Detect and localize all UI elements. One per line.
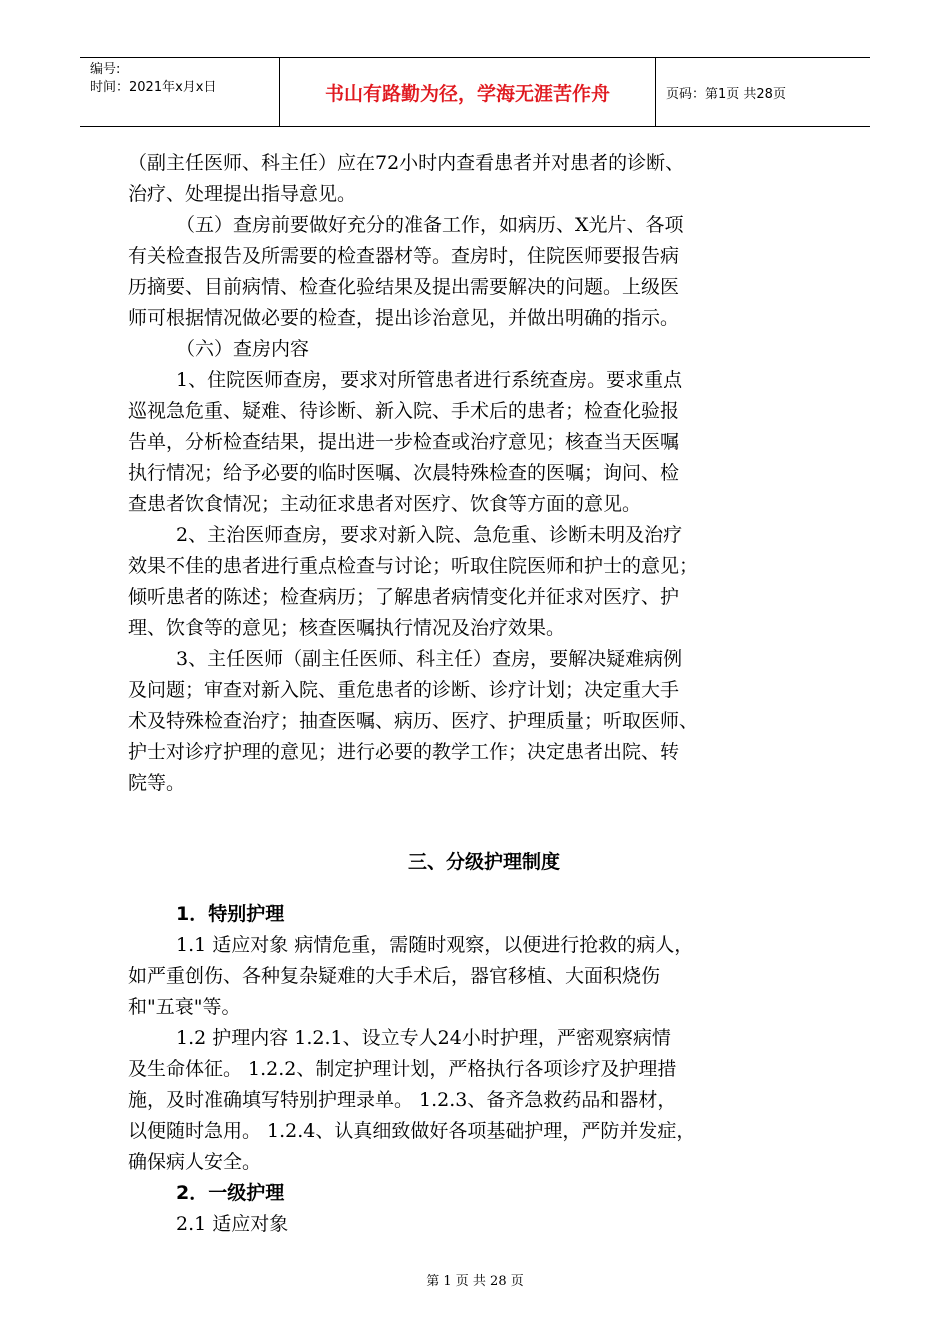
body-line: 效果不佳的患者进行重点检查与讨论；听取住院医师和护士的意见； [128, 555, 699, 577]
body-line: 执行情况；给予必要的临时医嘱、次晨特殊检查的医嘱；询问、检 [128, 462, 680, 484]
body-line: 告单，分析检查结果，提出进一步检查或治疗意见；核查当天医嘱 [128, 431, 680, 453]
body-line: 及生命体征。 1.2.2、制定护理计划，严格执行各项诊疗及护理措 [128, 1058, 677, 1080]
body-line: 师可根据情况做必要的检查，提出诊治意见，并做出明确的指示。 [128, 307, 680, 329]
body-line: 历摘要、目前病情、检查化验结果及提出需要解决的问题。上级医 [128, 276, 680, 298]
subsection-heading: 1．特别护理 [176, 903, 285, 925]
body-line: （五）查房前要做好充分的准备工作，如病历、X光片、各项 [176, 214, 684, 236]
document-body [128, 148, 840, 1240]
body-line: 治疗、处理提出指导意见。 [128, 183, 357, 205]
header-motto: 书山有路勤为径，学海无涯苦作舟 [280, 58, 656, 126]
header-page-info: 页码：第1页 共28页 [666, 86, 786, 102]
header-meta [80, 58, 280, 126]
body-line: 院等。 [128, 772, 186, 794]
number-label: 编号: [90, 62, 121, 77]
body-line: 和"五衰"等。 [128, 996, 241, 1018]
time-label: 时间：2021年x月x日 [90, 80, 217, 95]
subsection-heading: 2．一级护理 [176, 1182, 285, 1204]
body-line: 1.1 适应对象 病情危重，需随时观察，以便进行抢救的病人， [176, 934, 694, 956]
body-line: 以便随时急用。 1.2.4、认真细致做好各项基础护理，严防并发症， [128, 1120, 696, 1142]
body-line: 如严重创伤、各种复杂疑难的大手术后，器官移植、大面积烧伤 [128, 965, 661, 987]
section-spacer [128, 799, 840, 891]
body-line: 施，及时准确填写特别护理录单。 1.2.3、备齐急救药品和器材， [128, 1089, 677, 1111]
body-line: （六）查房内容 [176, 338, 310, 360]
section-title: 三、分级护理制度 [407, 851, 560, 873]
body-line: 术及特殊检查治疗；抽查医嘱、病历、医疗、护理质量；听取医师、 [128, 710, 699, 732]
body-line: 护士对诊疗护理的意见；进行必要的教学工作；决定患者出院、转 [128, 741, 680, 763]
page-header [80, 57, 870, 127]
body-line: 3、主任医师（副主任医师、科主任）查房，要解决疑难病例 [176, 648, 683, 670]
body-line: 2、主治医师查房，要求对新入院、急危重、诊断未明及治疗 [176, 524, 683, 546]
body-line: 确保病人安全。 [128, 1151, 262, 1173]
body-line: 查患者饮食情况；主动征求患者对医疗、饮食等方面的意见。 [128, 493, 642, 515]
body-line: 巡视急危重、疑难、待诊断、新入院、手术后的患者；检查化验报 [128, 400, 680, 422]
body-line: 1.2 护理内容 1.2.1、设立专人24小时护理，严密观察病情 [176, 1027, 671, 1049]
body-line: 2.1 适应对象 [176, 1213, 289, 1235]
body-line: 及问题；审查对新入院、重危患者的诊断、诊疗计划；决定重大手 [128, 679, 680, 701]
body-line: 有关检查报告及所需要的检查器材等。查房时，住院医师要报告病 [128, 245, 680, 267]
page-footer: 第 1 页 共 28 页 [426, 1274, 524, 1289]
body-line: 1、住院医师查房，要求对所管患者进行系统查房。要求重点 [176, 369, 683, 391]
body-line: 理、饮食等的意见；核查医嘱执行情况及治疗效果。 [128, 617, 566, 639]
body-line: （副主任医师、科主任）应在72小时内查看患者并对患者的诊断、 [128, 152, 685, 174]
body-line: 倾听患者的陈述；检查病历；了解患者病情变化并征求对医疗、护 [128, 586, 680, 608]
